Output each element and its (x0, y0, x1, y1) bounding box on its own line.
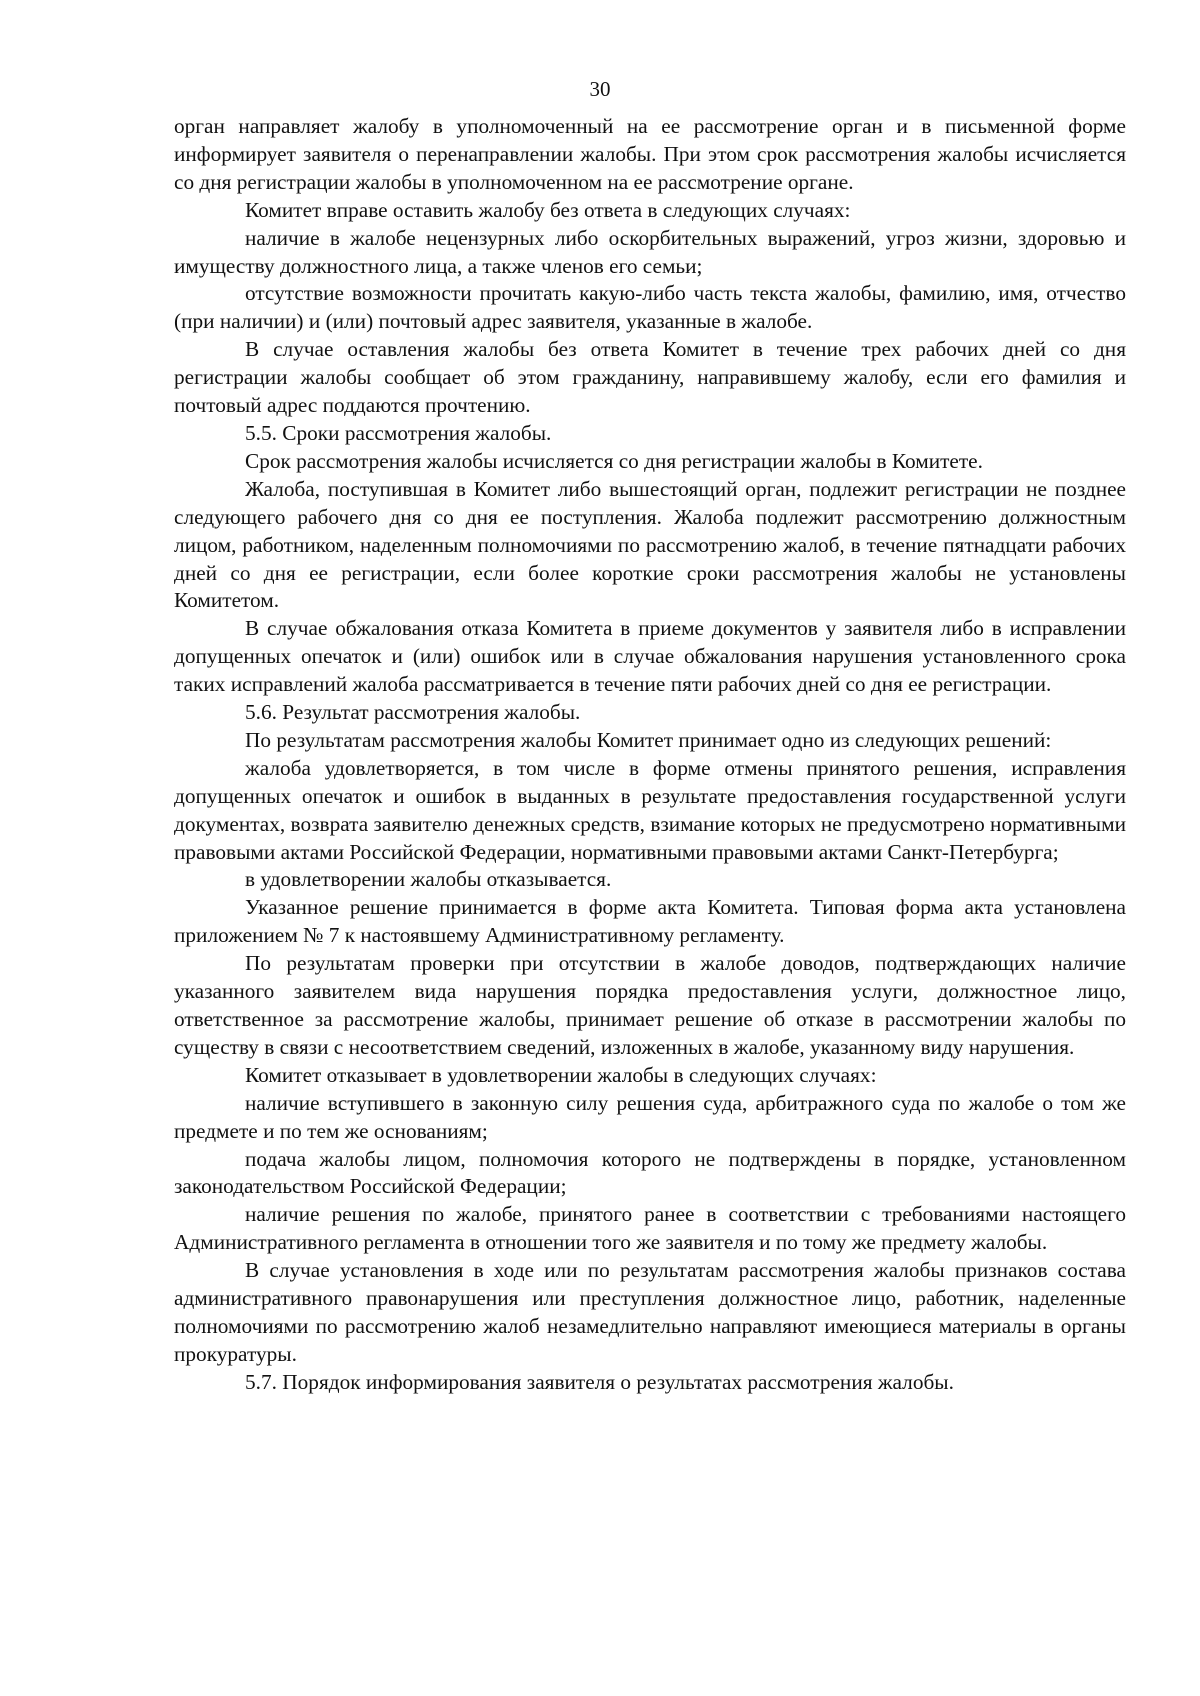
body-text (174, 113, 1126, 1397)
paragraph-unreadable-text: отсутствие возможности прочитать какую-либо часть текста жалобы, фамилию, имя, отчество (при наличии) и (или) почтовый адрес заявителя, указанные в жалобе. (174, 281, 1126, 334)
paragraph-refusal-cases: Комитет отказывает в удовлетворении жалобы в следующих случаях: (245, 1062, 877, 1087)
paragraph-act-form: Указанное решение принимается в форме акта Комитета. Типовая форма акта установлена приложением № 7 к настоявшему Административному регламенту. (174, 895, 1126, 948)
section-heading-5-6: 5.6. Результат рассмотрения жалобы. (245, 700, 581, 725)
paragraph-complaint-satisfied: жалоба удовлетворяется, в том числе в форме отмены принятого решения, исправления допущенных опечаток и ошибок в выданных в результате предоставления государственной услуги документах, возврата заявителю денежных средств, взимание которых не предусмотрено нормативными правовыми актами Российской Федерации, нормативными правовыми актами Санкт-Петербурга; (174, 755, 1126, 864)
paragraph-complaint-refused: в удовлетворении жалобы отказывается. (245, 867, 612, 892)
paragraph-unconfirmed-authority: подача жалобы лицом, полномочия которого не подтверждены в порядке, установленном законодательством Российской Федерации; (174, 1146, 1126, 1199)
paragraph-decisions: По результатам рассмотрения жалобы Комитет принимает одно из следующих решений: (245, 727, 1052, 752)
paragraph-term-start: Срок рассмотрения жалобы исчисляется со дня регистрации жалобы в Комитете. (245, 448, 983, 473)
paragraph-registration-term: Жалоба, поступившая в Комитет либо вышестоящий орган, подлежит регистрации не позднее следующего рабочего дня со дня ее поступления. Жалоба подлежит рассмотрению должностным лицом, работником, наделенным полномочиями по рассмотрению жалоб, в течение пятнадцати рабочих дней со дня ее регистрации, если более короткие сроки рассмотрения жалобы не установлены Комитетом. (174, 476, 1126, 613)
paragraph-continuation: орган направляет жалобу в уполномоченный на ее рассмотрение орган и в письменной форме информирует заявителя о перенаправлении жалобы. При этом срок рассмотрения жалобы исчисляется со дня регистрации жалобы в уполномоченном на ее рассмотрение органе. (174, 114, 1126, 194)
paragraph-no-answer-cases: Комитет вправе оставить жалобу без ответа в следующих случаях: (245, 197, 851, 222)
paragraph-five-days: В случае обжалования отказа Комитета в приеме документов у заявителя либо в исправлении допущенных опечаток и (или) ошибок или в случае обжалования нарушения установленного срока таких исправлений жалоба рассматривается в течение пяти рабочих дней со дня ее регистрации. (174, 616, 1126, 697)
paragraph-notify-citizen: В случае оставления жалобы без ответа Комитет в течение трех рабочих дней со дня регистрации жалобы сообщает об этом гражданину, направившему жалобу, если его фамилия и почтовый адрес поддаются прочтению. (174, 337, 1126, 418)
page-number: 30 (589, 77, 611, 101)
paragraph-court-decision: наличие вступившего в законную силу решения суда, арбитражного суда по жалобе о том же предмете и по тем же основаниям; (174, 1090, 1126, 1143)
paragraph-prosecutor: В случае установления в ходе или по результатам рассмотрения жалобы признаков состава административного правонарушения или преступления должностное лицо, работник, наделенные полномочиями по рассмотрению жалоб незамедлительно направляют имеющиеся материалы в органы прокуратуры. (174, 1258, 1126, 1366)
paragraph-refusal-on-merits: По результатам проверки при отсутствии в жалобе доводов, подтверждающих наличие указанного заявителем вида нарушения порядка предоставления услуги, должностное лицо, ответственное за рассмотрение жалобы, принимает решение об отказе в рассмотрении жалобы по существу в связи с несоответствием сведений, изложенных в жалобе, указанному виду нарушения. (174, 951, 1126, 1059)
paragraph-obscene-language: наличие в жалобе нецензурных либо оскорбительных выражений, угроз жизни, здоровью и имуществу должностного лица, а также членов его семьи; (174, 225, 1126, 278)
section-heading-5-5: 5.5. Сроки рассмотрения жалобы. (245, 420, 552, 445)
paragraph-prior-decision: наличие решения по жалобе, принятого ранее в соответствии с требованиями настоящего Административного регламента в отношении того же заявителя и по тому же предмету жалобы. (174, 1202, 1126, 1255)
section-heading-5-7: 5.7. Порядок информирования заявителя о результатах рассмотрения жалобы. (245, 1369, 954, 1394)
